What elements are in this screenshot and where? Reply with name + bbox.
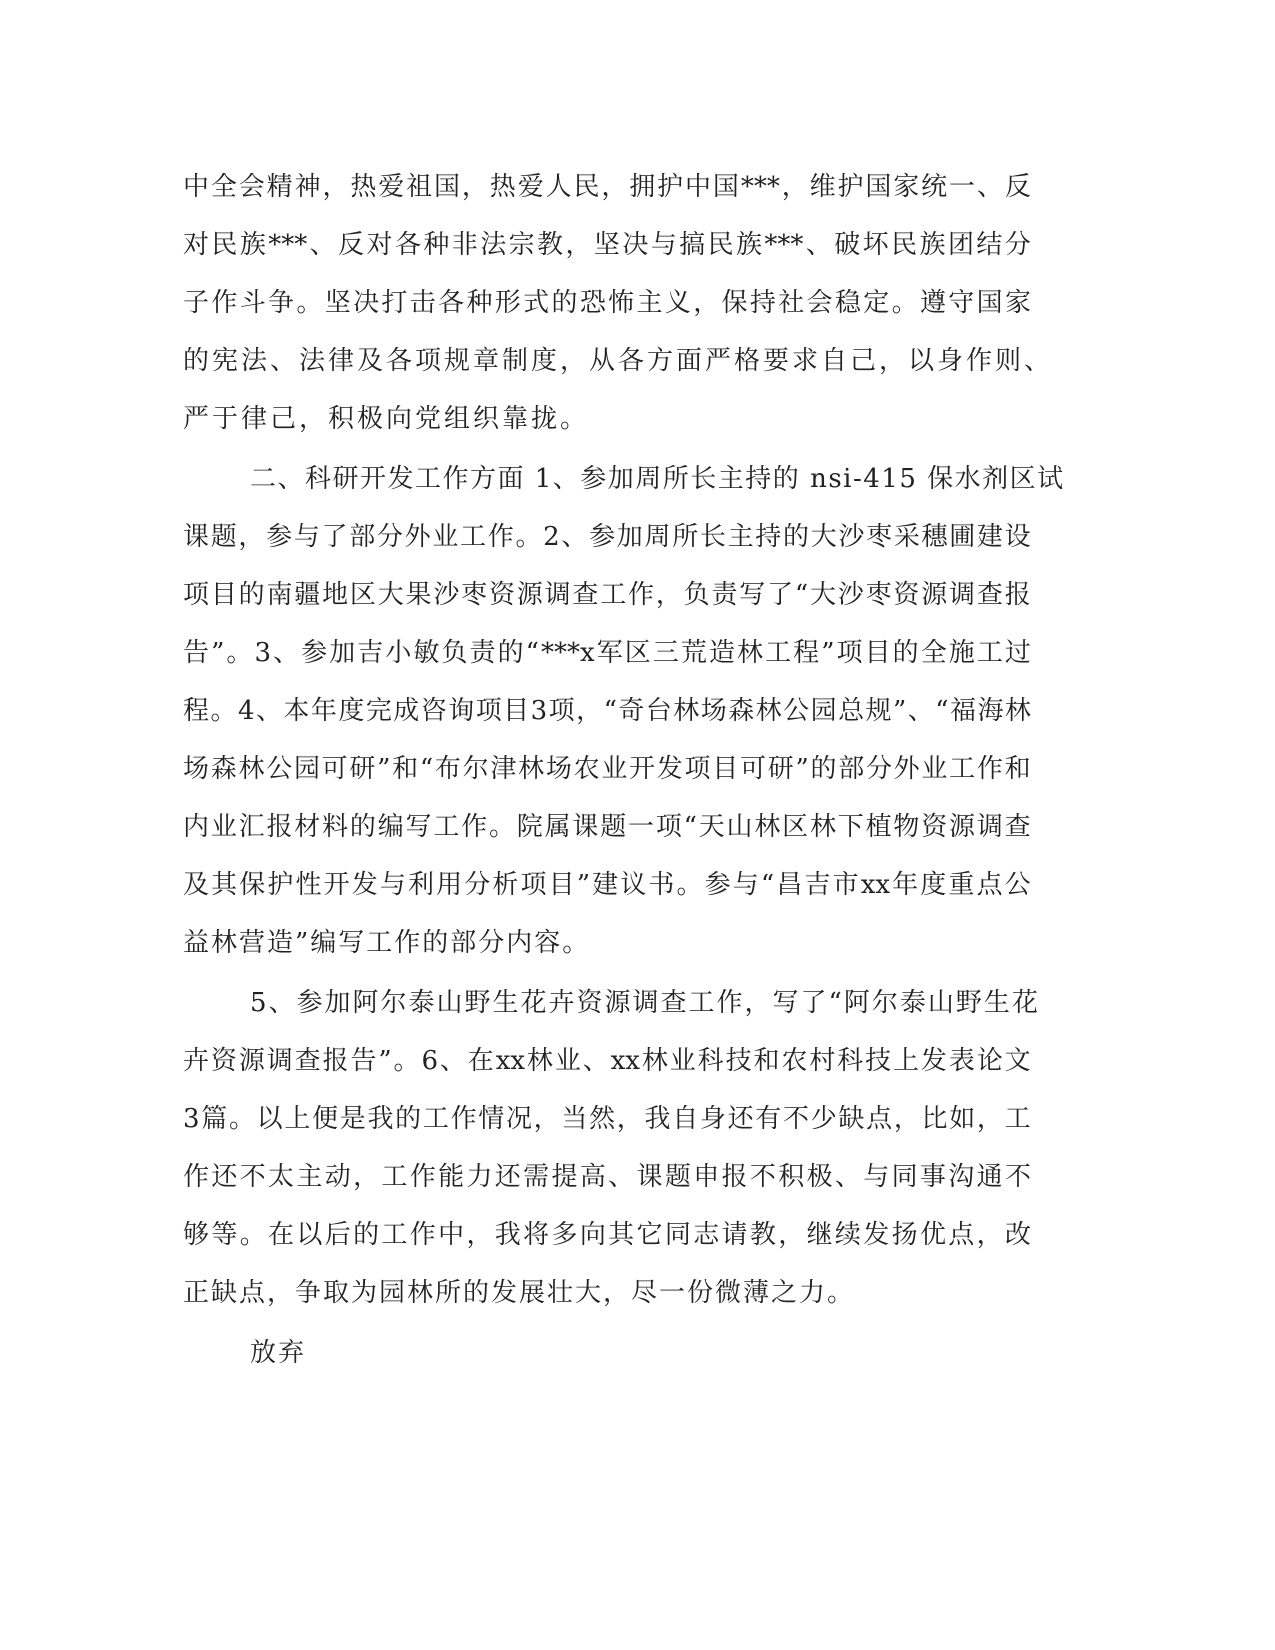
text-line: 课 题 ， 参 与 了 部 分 外 业 工 作 。 2 、 参 加 周 所 长 主 持 的 大 沙 枣 采 穗 圃 建 设 bbox=[183, 522, 1031, 552]
text-line: 严于律己，积极向党组织靠拢。 bbox=[183, 404, 590, 434]
text-line: 3 篇 。 以 上 便 是 我 的 工 作 情 况 ， 当 然 ， 我 自 身 还 有 不 少 缺 点 ， 比 如 ， 工 bbox=[183, 1104, 1031, 1134]
text-line: 正缺点，争取为园林所的发展壮大，尽一份微薄之力。 bbox=[183, 1278, 856, 1308]
text-line: 告 ” 。 3 、 参 加 吉 小 敏 负 责 的 “ ***x 军 区 三 荒 造 林 工 程 ” 项 目 的 全 施 工 过 bbox=[183, 638, 1031, 668]
text-line: 够 等 。 在 以 后 的 工 作 中 ， 我 将 多 向 其 它 同 志 请 教 ， 继 续 发 扬 优 点 ， 改 bbox=[183, 1220, 1031, 1250]
text-line: 的宪法、法律及各项规章制度，从各方面严格要求自己，以身作则、 bbox=[183, 346, 1054, 376]
text-line: 对 民 族 *** 、 反 对 各 种 非 法 宗 教 ， 坚 决 与 搞 民 族 *** 、 破 坏 民 族 团 结 分 bbox=[183, 230, 1031, 260]
text-line: 二、科研开发工作方面 1、参加周所长主持的 nsi-415 保水剂区试 bbox=[250, 464, 1065, 494]
text-line: 作 还 不 太 主 动 ， 工 作 能 力 还 需 提 高 、 课 题 申 报 不 积 极 、 与 同 事 沟 通 不 bbox=[183, 1162, 1031, 1192]
text-line: 内 业 汇 报 材 料 的 编 写 工 作 。 院 属 课 题 一 项 “ 天 山 林 区 林 下 植 物 资 源 调 查 bbox=[183, 812, 1031, 842]
text-line: 子 作 斗 争 。 坚 决 打 击 各 种 形 式 的 恐 怖 主 义 ， 保 持 社 会 稳 定 。 遵 守 国 家 bbox=[183, 288, 1031, 318]
text-line: 5、参加阿尔泰山野生花卉资源调查工作，写了“阿尔泰山野生花 bbox=[250, 988, 1040, 1018]
text-line: 程 。 4 、 本 年 度 完 成 咨 询 项 目 3 项 ， “ 奇 台 林 场 森 林 公 园 总 规 ” 、 “ 福 海 林 bbox=[183, 696, 1031, 726]
text-line: 场 森 林 公 园 可 研 ” 和 “ 布 尔 津 林 场 农 业 开 发 项 目 可 研 ” 的 部 分 外 业 工 作 和 bbox=[183, 754, 1031, 784]
text-line: 项 目 的 南 疆 地 区 大 果 沙 枣 资 源 调 查 工 作 ， 负 责 写 了 “ 大 沙 枣 资 源 调 查 报 bbox=[183, 580, 1031, 610]
text-line: 益林营造”编写工作的部分内容。 bbox=[183, 928, 591, 958]
text-line: 及 其 保 护 性 开 发 与 利 用 分 析 项 目 ” 建 议 书 。 参 与 “ 昌 吉 市 xx 年 度 重 点 公 bbox=[183, 870, 1031, 900]
closing-word: 放弃 bbox=[250, 1338, 307, 1368]
text-line: 中 全 会 精 神 ， 热 爱 祖 国 ， 热 爱 人 民 ， 拥 护 中 国 *** ， 维 护 国 家 统 一 、 反 bbox=[183, 172, 1031, 202]
text-line: 卉 资 源 调 查 报 告 ” 。 6 、 在 xx 林 业 、 xx 林 业 科 技 和 农 村 科 技 上 发 表 论 文 bbox=[183, 1046, 1031, 1076]
